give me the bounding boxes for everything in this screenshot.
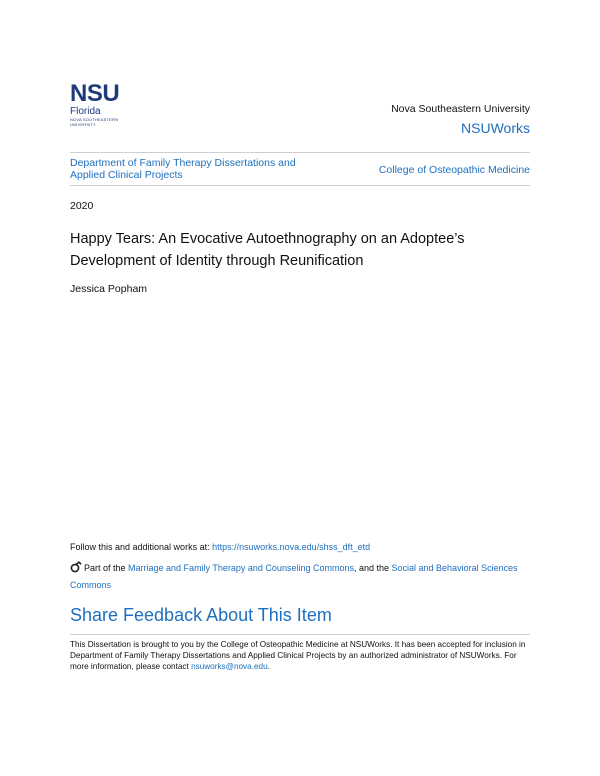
logo-mark: NSU [70, 80, 120, 107]
footer-text-end: . [267, 662, 270, 671]
divider-footer [70, 634, 530, 635]
document-title: Happy Tears: An Evocative Autoethnography on an Adoptee’s Development of Identity through Reunification [70, 231, 465, 269]
publication-year: 2020 [70, 200, 94, 212]
open-access-icon [70, 561, 82, 573]
footer-notice [70, 639, 530, 672]
follow-line [70, 542, 370, 552]
footer-text: This Dissertation is brought to you by the College of Osteopathic Medicine at NSUWorks. It has been accepted for inclusion in Department of Family Therapy Dissertations and Applied Clinical Projects by an authorized administrator of NSUWorks. For more information, please contact [70, 640, 526, 671]
follow-url-link[interactable]: https://nsuworks.nova.edu/shss_dft_etd [212, 542, 371, 552]
marriage-family-therapy-commons-link[interactable]: Marriage and Family Therapy and Counseling Commons [128, 563, 354, 573]
nsuworks-link[interactable]: NSUWorks [461, 120, 530, 136]
contact-email-link[interactable]: nsuworks@nova.edu [191, 662, 268, 671]
college-collection-link[interactable]: College of Osteopathic Medicine [378, 164, 530, 176]
logo-florida: Florida [70, 106, 101, 117]
part-of-line [70, 560, 530, 594]
divider-bottom [70, 185, 530, 186]
social-behavioral-sciences-commons-link[interactable]: Social and Behavioral Sciences Commons [70, 563, 518, 590]
logo-line-1: NOVA SOUTHEASTERN [70, 117, 119, 122]
logo-line-2: UNIVERSITY [70, 122, 97, 127]
divider-top [70, 152, 530, 153]
department-collection-link[interactable]: Department of Family Therapy Dissertations and Applied Clinical Projects [70, 157, 296, 181]
share-feedback-link[interactable]: Share Feedback About This Item [70, 605, 332, 625]
part-of-middle: , and the [353, 563, 392, 573]
author-name: Jessica Popham [70, 283, 148, 295]
follow-prefix: Follow this and additional works at: [70, 542, 213, 552]
university-name: Nova Southeastern University [391, 103, 530, 115]
part-of-prefix: Part of the [84, 563, 129, 573]
nsu-florida-logo[interactable] [70, 82, 134, 127]
